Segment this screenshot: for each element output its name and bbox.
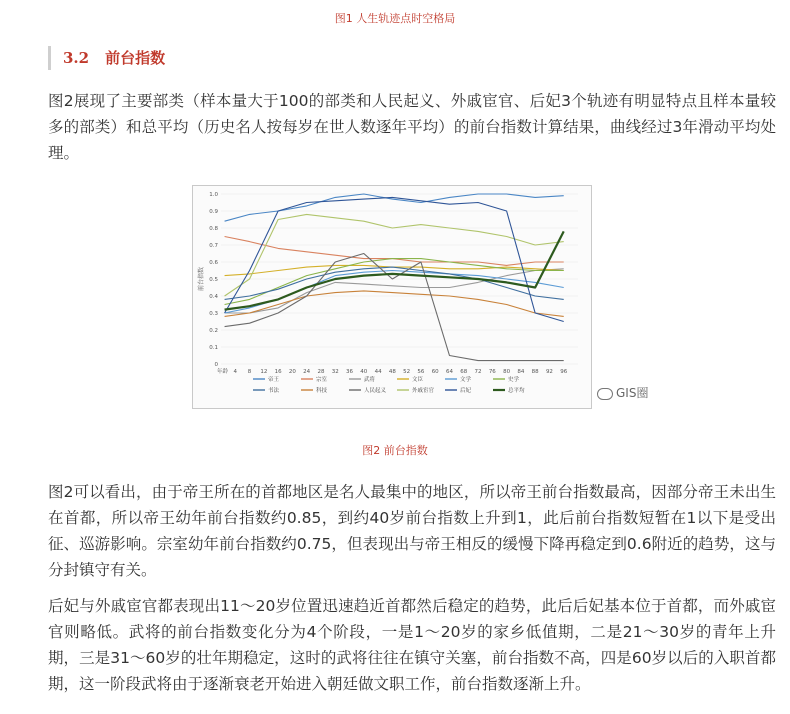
y-tick-label: 0.7 <box>209 243 218 249</box>
x-tick-label: 96 <box>560 369 568 375</box>
x-tick-label: 56 <box>417 369 425 375</box>
x-tick-label: 48 <box>388 369 396 375</box>
x-tick-label: 28 <box>317 369 325 375</box>
series-line <box>225 291 564 317</box>
y-tick-label: 0.6 <box>209 260 218 266</box>
y-tick-label: 0.9 <box>209 209 218 215</box>
x-tick-label: 92 <box>545 369 553 375</box>
x-tick-label: 60 <box>431 369 439 375</box>
paragraph-analysis-1: 图2可以看出，由于帝王所在的首都地区是名人最集中的地区，所以帝王前台指数最高，因部分帝王未出生在首都，所以帝王幼年前台指数约0.85，到约40岁前台指数上升到1，此后前台指数短暂在1以下是受出征、巡游影响。宗室幼年前台指数约0.75，但表现出与帝王相反的缓慢下降再稳定到0.6附近的趋势，这与分封镇守有关。 <box>48 483 776 579</box>
x-tick-label: 20 <box>288 369 296 375</box>
y-tick-label: 0.5 <box>209 277 218 283</box>
x-axis-label: 年龄 <box>217 369 229 375</box>
y-tick-label: 0.1 <box>209 345 218 351</box>
legend-label: 宗室 <box>316 377 328 383</box>
section-title: 前台指数 <box>105 49 166 67</box>
x-tick-label: 4 <box>233 369 238 375</box>
series-line <box>225 237 564 266</box>
x-tick-label: 84 <box>517 369 525 375</box>
x-tick-label: 80 <box>503 369 511 375</box>
legend-label: 人民起义 <box>364 388 387 394</box>
legend-label: 文臣 <box>412 377 424 383</box>
figure2-caption: 图2 前台指数 <box>362 444 428 457</box>
x-tick-label: 68 <box>460 369 468 375</box>
legend-label: 外戚宦官 <box>412 388 435 394</box>
legend-label: 科技 <box>316 388 328 394</box>
x-tick-label: 12 <box>260 369 268 375</box>
section-number: 3.2 <box>63 49 90 67</box>
y-tick-label: 0.3 <box>209 311 218 317</box>
x-tick-label: 24 <box>303 369 311 375</box>
x-tick-label: 88 <box>531 369 539 375</box>
figure2-chart <box>192 185 592 409</box>
x-tick-label: 72 <box>474 369 482 375</box>
figure1-caption: 图1 人生轨迹点时空格局 <box>334 12 456 25</box>
series-line <box>225 197 564 321</box>
y-tick-label: 0 <box>214 362 218 368</box>
legend-label: 后妃 <box>460 388 472 394</box>
x-tick-label: 8 <box>247 369 252 375</box>
line-chart <box>193 186 591 408</box>
x-tick-label: 36 <box>346 369 354 375</box>
x-tick-label: 40 <box>360 369 368 375</box>
watermark <box>597 384 648 401</box>
x-tick-label: 32 <box>331 369 339 375</box>
legend-label: 武将 <box>364 377 376 383</box>
paragraph-analysis-2: 后妃与外戚宦官都表现出11～20岁位置迅速趋近首都然后稳定的趋势，此后后妃基本位于首都，而外戚宦官则略低。武将的前台指数变化分为4个阶段，一是1～20岁的家乡低值期，二是21～30岁的青年上升期，三是31～60岁的壮年期稳定，这时的武将往往在镇守关塞，前台指数不高，四是60岁以后的入职首都期，这一阶段武将由于逐渐衰老开始进入朝廷做文职工作，前台指数逐渐上升。 <box>48 597 776 693</box>
x-tick-label: 64 <box>445 369 453 375</box>
paragraph-intro: 图2展现了主要部类（样本量大于100的部类和人民起义、外戚宦官、后妃3个轨迹有明显特点且样本量较多的部类）和总平均（历史名人按每岁在世人数逐年平均）的前台指数计算结果，曲线经过3年滑动平均处理。 <box>48 92 776 162</box>
x-tick-label: 44 <box>374 369 382 375</box>
legend-label: 帝王 <box>268 377 280 383</box>
x-tick-label: 76 <box>488 369 496 375</box>
section-heading <box>48 46 165 70</box>
y-tick-label: 1.0 <box>209 192 218 198</box>
legend-label: 书法 <box>268 388 280 394</box>
wechat-icon <box>597 388 613 400</box>
y-tick-label: 0.4 <box>209 294 218 300</box>
legend-label: 史学 <box>508 377 520 383</box>
x-tick-label: 52 <box>403 369 411 375</box>
legend-label: 总平均 <box>508 388 525 394</box>
watermark-text: GIS圈 <box>616 386 649 400</box>
y-tick-label: 0.2 <box>209 328 218 334</box>
x-tick-label: 16 <box>274 369 282 375</box>
legend-label: 文学 <box>460 377 472 383</box>
series-line <box>225 259 564 305</box>
y-axis-label: 前台指数 <box>198 266 205 292</box>
y-tick-label: 0.8 <box>209 226 218 232</box>
